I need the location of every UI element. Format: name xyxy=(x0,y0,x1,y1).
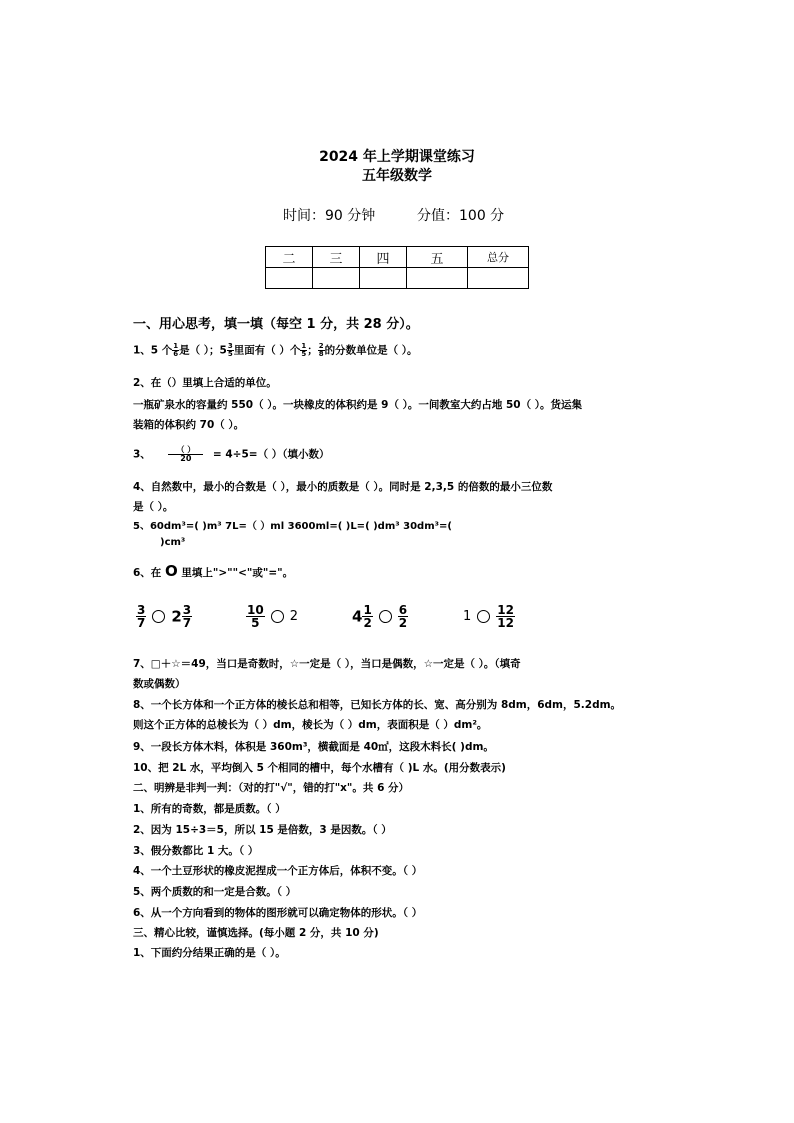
q3-text-a: 3、 xyxy=(133,448,151,461)
score-cell-3[interactable] xyxy=(313,268,360,289)
judge-item-1: 1、所有的奇数，都是质数。（ ） xyxy=(133,803,286,815)
question-7-line1: 7、□＋☆＝49，当口是奇数时，☆一定是（ ），当口是偶数，☆一定是（ ）。（填奇 xyxy=(133,658,521,670)
score-table xyxy=(265,246,529,289)
score-header-4: 四 xyxy=(360,247,407,268)
fraction: $\frac{1}{2}$ xyxy=(363,603,372,630)
exam-score: 分值：100 分 xyxy=(417,208,505,224)
q3-text-b: = 4÷5=（ ）（填小数） xyxy=(212,448,330,461)
question-2: 2、在（）里填上合适的单位。 xyxy=(133,377,277,389)
judge-item-2: 2、因为 15÷3＝5，所以 15 是倍数，3 是因数。（ ） xyxy=(133,824,392,836)
fraction: $\frac{3}{7}$ xyxy=(137,603,146,630)
compare-circle[interactable] xyxy=(379,610,392,623)
score-header-total: 总分 xyxy=(468,247,529,268)
page-title: 2024 年上学期课堂练习 xyxy=(319,149,475,165)
fraction: $\frac{12}{12}$ xyxy=(497,603,514,630)
question-5-line2: )cm³ xyxy=(160,537,186,548)
fraction: $\frac{3}{5}$ xyxy=(227,342,233,358)
question-1 xyxy=(133,343,418,358)
q6-text-b: 里填上">""<"或"="。 xyxy=(181,567,294,579)
fraction: $\frac{3}{7}$ xyxy=(182,603,192,630)
fraction: $\frac{1}{6}$ xyxy=(173,342,179,358)
question-5-line1: 5、60dm³=( )m³ 7L=（ ）ml 3600ml=( )L=( )dm³ 30dm³=( xyxy=(133,521,452,532)
circle-symbol: O xyxy=(164,562,178,580)
fraction: $\frac{10}{5}$ xyxy=(247,603,264,630)
q1-text-a: 1、5 个 xyxy=(133,344,173,357)
page-subtitle: 五年级数学 xyxy=(362,168,432,184)
choice-question-1: 1、下面约分结果正确的是（ ）。 xyxy=(133,947,286,959)
fraction: $\frac{6}{2}$ xyxy=(398,603,408,630)
compare-circle[interactable] xyxy=(152,610,165,623)
question-8-line1: 8、一个长方体和一个正方体的棱长总和相等，已知长方体的长、宽、高分别为 8dm，6dm，5.2dm。 xyxy=(133,699,622,711)
q1-text-e: 的分数单位是（ ）。 xyxy=(324,344,418,357)
question-4-line2: 是（ ）。 xyxy=(133,501,174,513)
section2-heading: 二、明辨是非判一判：（对的打"√"，错的打"x"。共 6 分） xyxy=(133,782,410,794)
q1-text-b: 是（ ）；5 xyxy=(179,344,227,357)
judge-item-4: 4、一个土豆形状的橡皮泥捏成一个正方体后，体积不变。（ ） xyxy=(133,865,423,877)
judge-item-5: 5、两个质数的和一定是合数。（ ） xyxy=(133,886,297,898)
score-cell-5[interactable] xyxy=(407,268,468,289)
fraction: $\frac{( )}{20}$ xyxy=(168,446,203,463)
section1-heading: 一、用心思考，填一填（每空 1 分，共 28 分）。 xyxy=(133,317,419,332)
question-2-line2: 装箱的体积约 70（ ）。 xyxy=(133,419,245,431)
compare-item-4: 1 $\frac{12}{12}$ xyxy=(463,603,514,630)
q1-text-c: 里面有（ ）个 xyxy=(233,344,301,357)
question-8-line2: 则这个正方体的总棱长为（ ）dm，棱长为（ ）dm，表面积是（ ）dm²。 xyxy=(133,719,488,731)
exam-time: 时间：90 分钟 xyxy=(283,208,376,224)
question-7-line2: 数或偶数） xyxy=(133,678,186,690)
score-header-5: 五 xyxy=(407,247,468,268)
compare-item-3: 4 $\frac{1}{2}$ $\frac{6}{2}$ xyxy=(352,603,408,630)
compare-item-2: $\frac{10}{5}$ 2 xyxy=(247,603,298,630)
fraction: $\frac{1}{5}$ xyxy=(301,342,307,358)
question-9: 9、一段长方体木料，体积是 360m³，横截面是 40㎡，这段木料长( )dm。 xyxy=(133,741,494,753)
question-6 xyxy=(133,564,293,580)
question-10: 10、把 2L 水，平均倒入 5 个相同的槽中，每个水槽有（ )L 水。(用分数表示) xyxy=(133,762,506,774)
score-header-3: 三 xyxy=(313,247,360,268)
score-cell-4[interactable] xyxy=(360,268,407,289)
compare-circle[interactable] xyxy=(271,610,284,623)
question-4-line1: 4、自然数中，最小的合数是（ ），最小的质数是（ ）。同时是 2,3,5 的倍数的最小三位数 xyxy=(133,481,553,493)
judge-item-3: 3、假分数都比 1 大。（ ） xyxy=(133,845,259,857)
question-2-line1: 一瓶矿泉水的容量约 550（ ）。一块橡皮的体积约是 9（ ）。一间教室大约占地 50（ ）。货运集 xyxy=(133,399,583,411)
compare-circle[interactable] xyxy=(477,610,490,623)
q1-text-d: ； xyxy=(307,344,318,357)
score-cell-total[interactable] xyxy=(468,268,529,289)
q6-text-a: 6、在 xyxy=(133,567,162,579)
score-header-2: 二 xyxy=(266,247,313,268)
judge-item-6: 6、从一个方向看到的物体的图形就可以确定物体的形状。（ ） xyxy=(133,907,423,919)
fraction: $\frac{2}{8}$ xyxy=(318,342,324,358)
compare-item-1: $\frac{3}{7}$ 2 $\frac{3}{7}$ xyxy=(137,603,192,630)
question-3 xyxy=(133,446,330,463)
score-cell-2[interactable] xyxy=(266,268,313,289)
section3-heading: 三、精心比较，谨慎选择。(每小题 2 分，共 10 分) xyxy=(133,927,379,939)
